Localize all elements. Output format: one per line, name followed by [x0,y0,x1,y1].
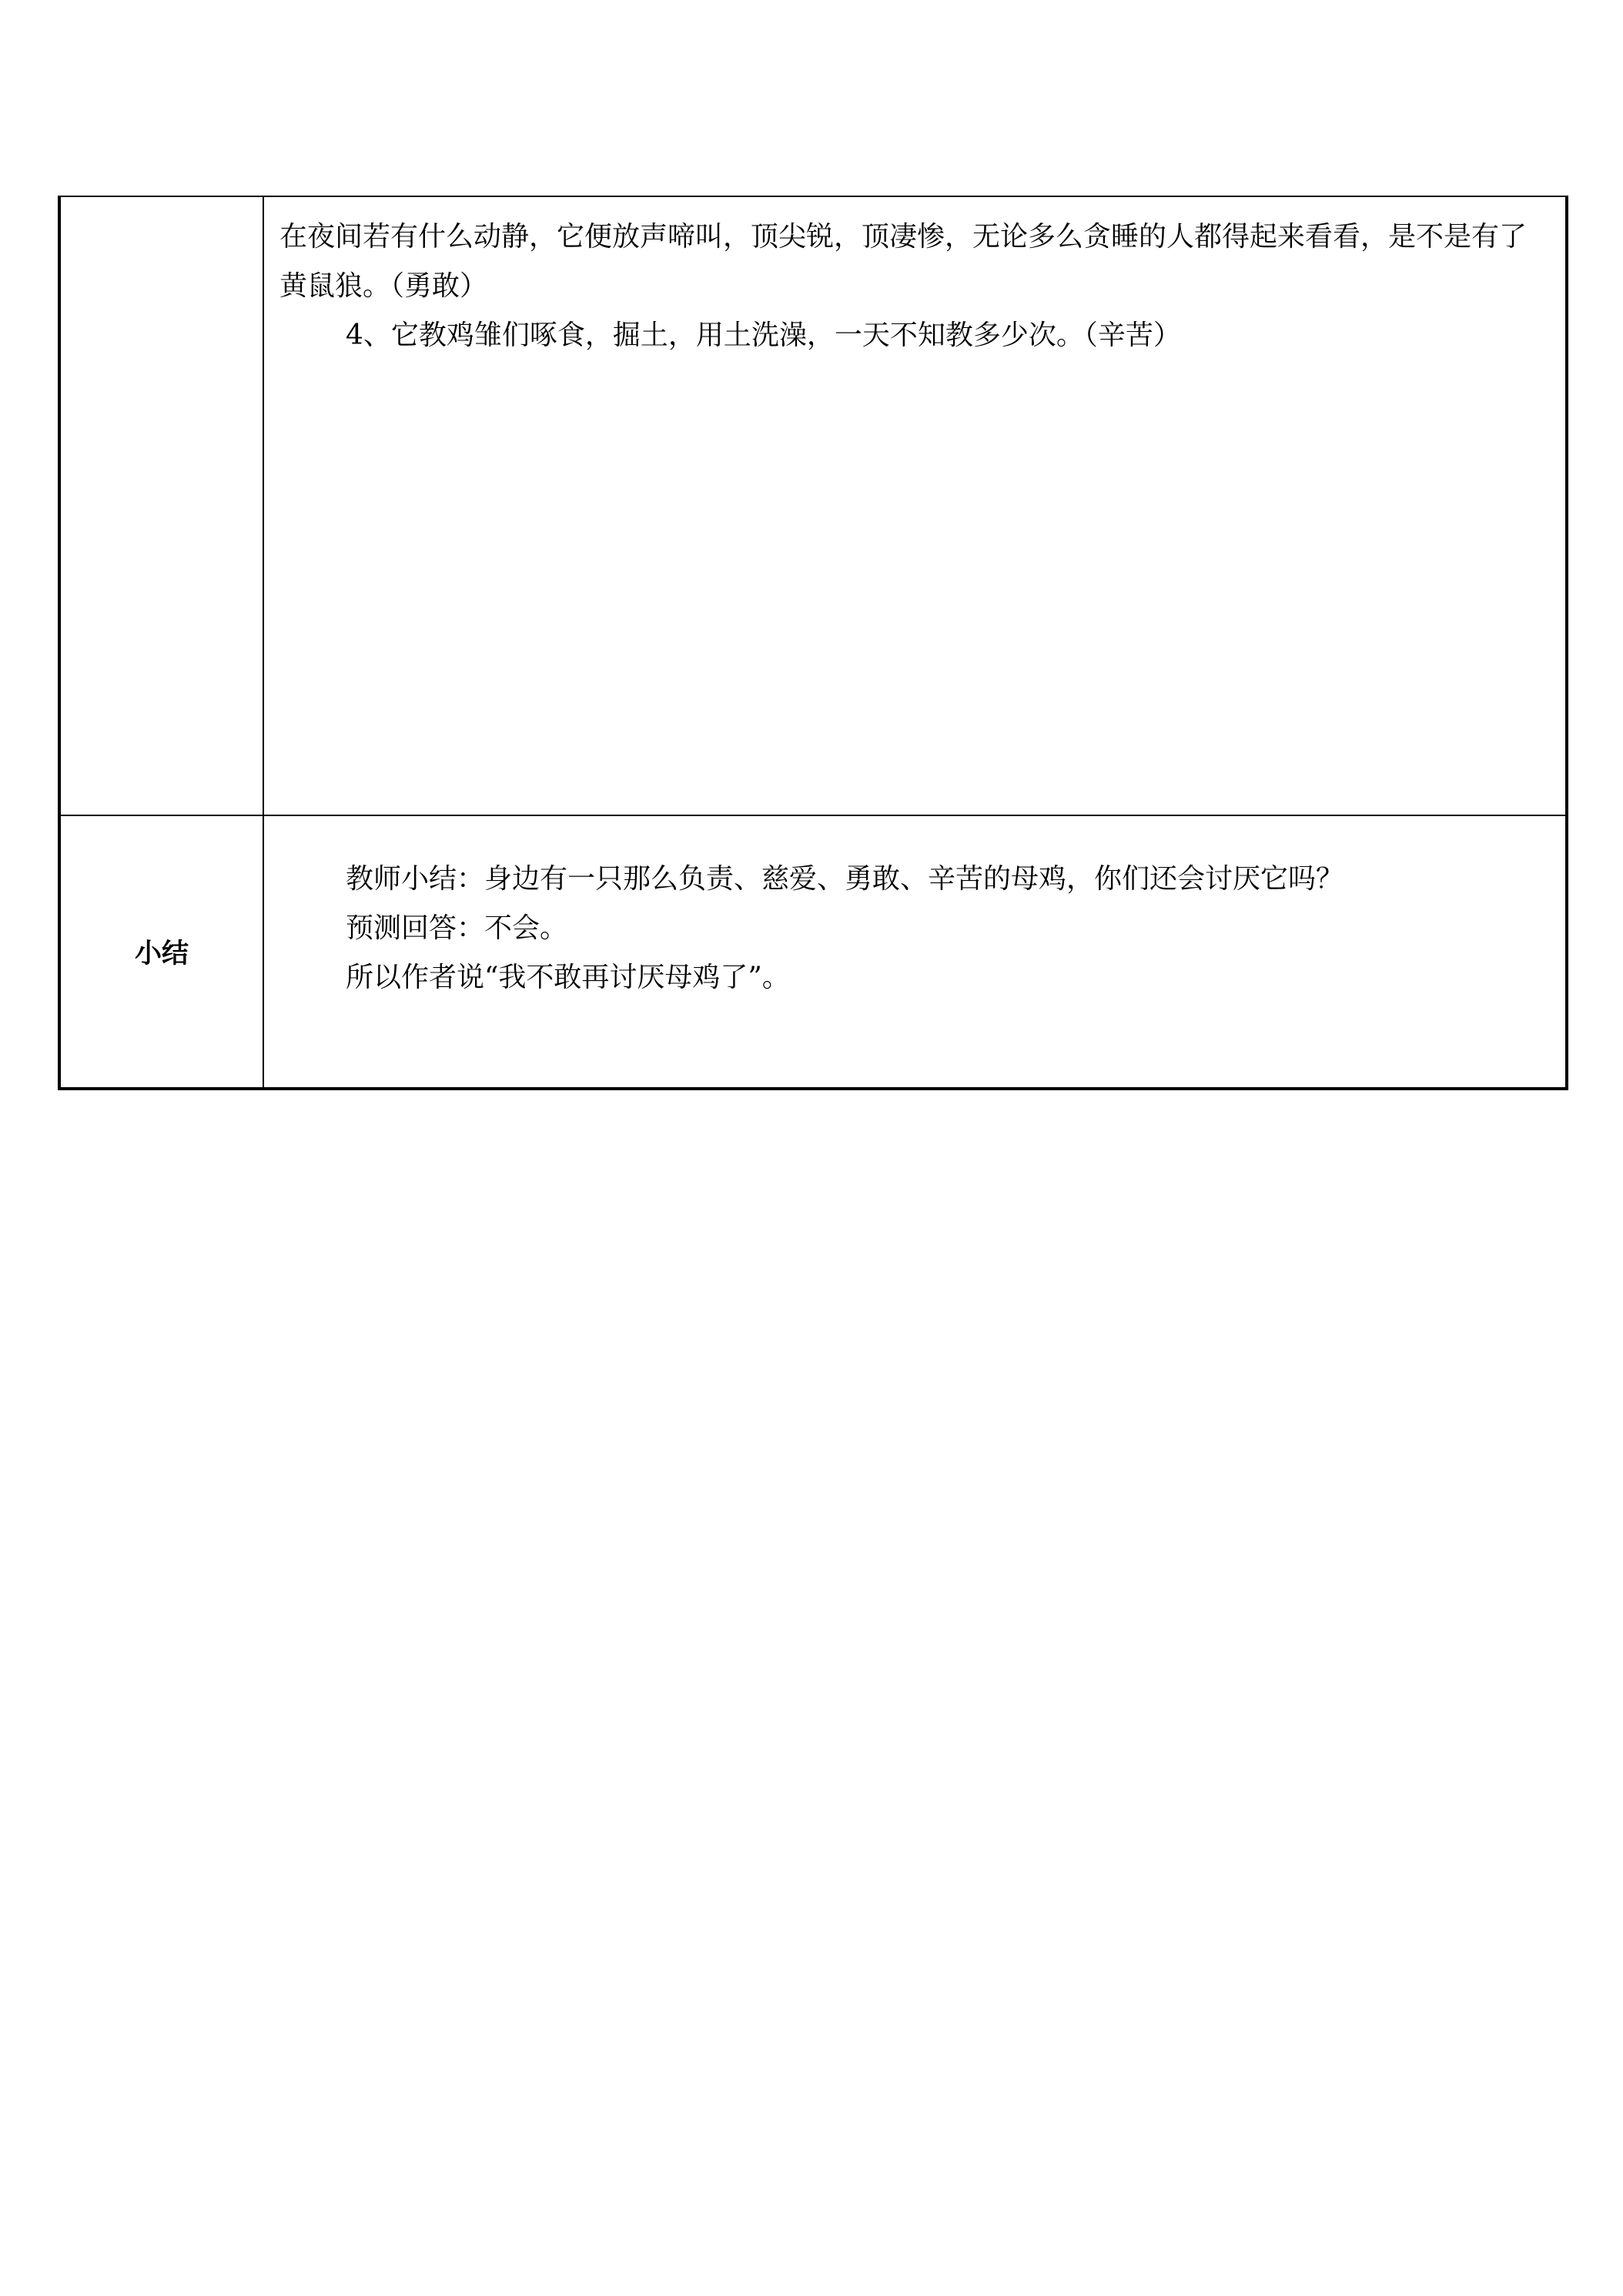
content-paragraph: 4、它教鸡雏们啄食，掘土，用土洗澡，一天不知教多少次。（辛苦） [346,320,1181,351]
row-label-cell [59,815,263,1089]
content-block [264,816,1565,1002]
lesson-plan-table [58,196,1568,1090]
row-label-cell [59,196,263,815]
content-cell [263,196,1567,815]
table-row [59,815,1567,1089]
content-paragraph: 预测回答：不会。 [346,912,568,944]
table-row [59,196,1567,815]
row-label-summary: 小结 [134,939,189,969]
content-paragraph: 在夜间若有什么动静，它便放声啼叫，顶尖锐，顶凄惨，无论多么贪睡的人都得起来看看，是不是有了黄鼠狼。（勇敢） [279,221,1528,302]
content-block [264,197,1565,360]
content-paragraph: 教师小结：身边有一只那么负责、慈爱、勇敢、辛苦的母鸡，你们还会讨厌它吗？ [346,863,1344,895]
content-cell [263,815,1567,1089]
content-paragraph: 所以作者说“我不敢再讨厌母鸡了”。 [346,962,790,993]
